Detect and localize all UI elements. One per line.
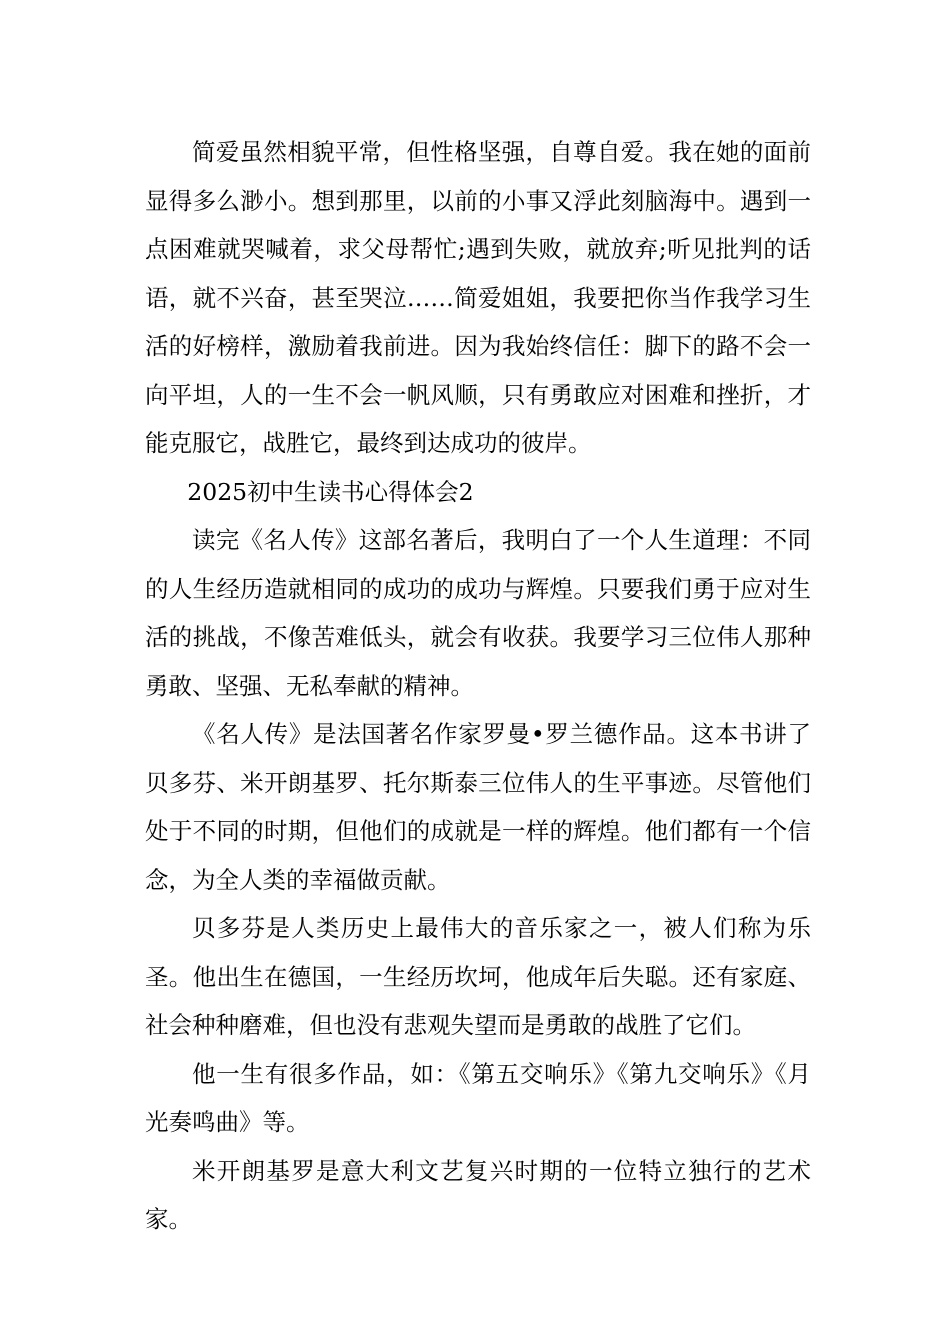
paragraph-book-summary: 《名人传》是法国著名作家罗曼•罗兰德作品。这本书讲了贝多芬、米开朗基罗、托尔斯泰三位伟人的生平事迹。尽管他们处于不同的时期，但他们的成就是一样的辉煌。他们都有一个信念，为全人类的幸福做贡献。 [145, 720, 811, 894]
paragraph-beethoven-works: 他一生有很多作品，如：《第五交响乐》《第九交响乐》《月光奏鸣曲》等。 [145, 1059, 811, 1136]
paragraph-intro: 读完《名人传》这部名著后，我明白了一个人生道理：不同的人生经历造就相同的成功的成功与辉煌。只要我们勇于应对生活的挑战，不像苦难低头，就会有收获。我要学习三位伟人那种勇敢、坚强、无私奉献的精神。 [145, 526, 811, 700]
document-body [145, 128, 811, 1244]
paragraph-beethoven: 贝多芬是人类历史上最伟大的音乐家之一，被人们称为乐圣。他出生在德国，一生经历坎坷，他成年后失聪。还有家庭、社会种种磨难，但也没有悲观失望而是勇敢的战胜了它们。 [145, 914, 811, 1039]
paragraph-jane-eyre: 简爱虽然相貌平常，但性格坚强，自尊自爱。我在她的面前显得多么渺小。想到那里，以前的小事又浮此刻脑海中。遇到一点困难就哭喊着，求父母帮忙;遇到失败，就放弃;听见批判的话语，就不兴奋，甚至哭泣……简爱姐姐，我要把你当作我学习生活的好榜样，激励着我前进。因为我始终信任：脚下的路不会一向平坦，人的一生不会一帆风顺，只有勇敢应对困难和挫折，才能克服它，战胜它，最终到达成功的彼岸。 [145, 138, 811, 457]
paragraph-michelangelo: 米开朗基罗是意大利文艺复兴时期的一位特立独行的艺术家。 [145, 1156, 811, 1233]
section-heading: 2025初中生读书心得体会2 [187, 477, 474, 506]
